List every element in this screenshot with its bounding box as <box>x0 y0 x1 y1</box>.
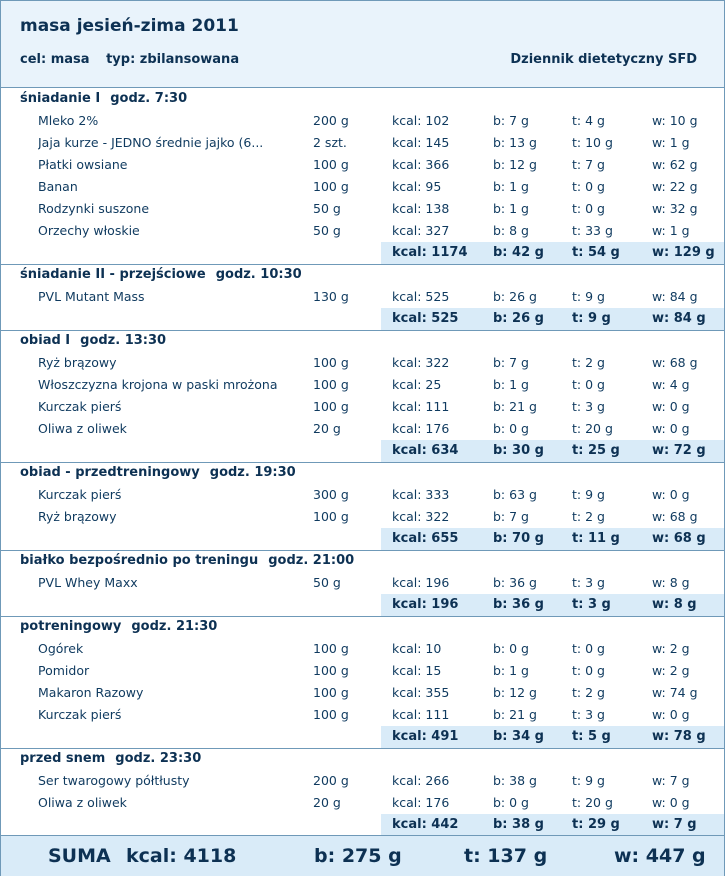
subtotal-protein: b: 70 g <box>493 531 544 546</box>
food-protein: b: 21 g <box>493 707 537 722</box>
meal-section <box>1 330 724 463</box>
food-row <box>1 770 724 792</box>
food-kcal: kcal: 15 <box>392 663 442 678</box>
food-kcal: kcal: 102 <box>392 113 450 128</box>
subtotal-kcal: kcal: 491 <box>392 729 459 744</box>
food-protein: b: 0 g <box>493 795 529 810</box>
food-quantity: 50 g <box>313 201 341 216</box>
journal-name: Dziennik dietetyczny SFD <box>510 52 697 67</box>
food-kcal: kcal: 138 <box>392 201 450 216</box>
summary-fat: t: 137 g <box>464 845 548 867</box>
food-name: Oliwa z oliwek <box>38 421 127 436</box>
food-fat: t: 9 g <box>572 487 605 502</box>
meal-name: śniadanie II - przejściowe <box>20 267 206 282</box>
food-kcal: kcal: 327 <box>392 223 450 238</box>
food-quantity: 130 g <box>313 289 349 304</box>
food-fat: t: 0 g <box>572 377 605 392</box>
food-carbs: w: 1 g <box>652 223 690 238</box>
food-name: Mleko 2% <box>38 113 99 128</box>
food-fat: t: 20 g <box>572 795 613 810</box>
food-kcal: kcal: 176 <box>392 795 450 810</box>
food-row <box>1 154 724 176</box>
food-kcal: kcal: 333 <box>392 487 450 502</box>
subtotal-carbs: w: 78 g <box>652 729 706 744</box>
meal-header <box>1 616 724 638</box>
plan-info <box>20 52 239 67</box>
food-quantity: 100 g <box>313 641 349 656</box>
meal-section <box>1 550 724 617</box>
food-row <box>1 286 724 308</box>
food-kcal: kcal: 111 <box>392 707 450 722</box>
food-fat: t: 9 g <box>572 773 605 788</box>
food-fat: t: 9 g <box>572 289 605 304</box>
food-fat: t: 2 g <box>572 355 605 370</box>
food-protein: b: 13 g <box>493 135 537 150</box>
food-carbs: w: 68 g <box>652 509 698 524</box>
subtotal-fat: t: 25 g <box>572 443 620 458</box>
meal-header <box>1 330 724 352</box>
subtotal-fat: t: 5 g <box>572 729 611 744</box>
daily-summary <box>1 835 724 876</box>
food-row <box>1 352 724 374</box>
food-kcal: kcal: 322 <box>392 355 450 370</box>
food-protein: b: 1 g <box>493 179 529 194</box>
subtotal-fat: t: 9 g <box>572 311 611 326</box>
meal-time: godz. 19:30 <box>209 465 296 480</box>
subtotal-carbs: w: 8 g <box>652 597 697 612</box>
subtotal-protein: b: 42 g <box>493 245 544 260</box>
subtotal-fat: t: 29 g <box>572 817 620 832</box>
meal-subtotal <box>381 594 724 616</box>
food-carbs: w: 0 g <box>652 707 690 722</box>
food-quantity: 200 g <box>313 773 349 788</box>
food-name: Makaron Razowy <box>38 685 144 700</box>
food-name: Ryż brązowy <box>38 355 117 370</box>
meal-name: potreningowy <box>20 619 122 634</box>
food-name: Orzechy włoskie <box>38 223 140 238</box>
food-quantity: 100 g <box>313 355 349 370</box>
meal-section <box>1 462 724 551</box>
food-carbs: w: 10 g <box>652 113 698 128</box>
goal-label: cel: masa <box>20 52 90 67</box>
food-row <box>1 792 724 814</box>
food-quantity: 200 g <box>313 113 349 128</box>
food-row <box>1 220 724 242</box>
subtotal-protein: b: 36 g <box>493 597 544 612</box>
food-name: Oliwa z oliwek <box>38 795 127 810</box>
food-fat: t: 0 g <box>572 179 605 194</box>
subtotal-kcal: kcal: 634 <box>392 443 459 458</box>
meal-header <box>1 550 724 572</box>
meal-time: godz. 21:00 <box>268 553 355 568</box>
food-protein: b: 8 g <box>493 223 529 238</box>
subtotal-kcal: kcal: 525 <box>392 311 459 326</box>
food-protein: b: 36 g <box>493 575 537 590</box>
summary-carbs: w: 447 g <box>614 845 706 867</box>
food-row <box>1 132 724 154</box>
meal-time: godz. 13:30 <box>80 333 167 348</box>
food-name: Banan <box>38 179 78 194</box>
food-protein: b: 0 g <box>493 421 529 436</box>
food-kcal: kcal: 25 <box>392 377 442 392</box>
food-name: Kurczak pierś <box>38 707 122 722</box>
food-protein: b: 7 g <box>493 113 529 128</box>
food-protein: b: 1 g <box>493 201 529 216</box>
subtotal-carbs: w: 68 g <box>652 531 706 546</box>
food-fat: t: 2 g <box>572 685 605 700</box>
food-kcal: kcal: 111 <box>392 399 450 414</box>
subtotal-carbs: w: 84 g <box>652 311 706 326</box>
food-quantity: 300 g <box>313 487 349 502</box>
food-quantity: 100 g <box>313 509 349 524</box>
meal-subtotal <box>381 528 724 550</box>
journal-header <box>1 1 724 88</box>
subtotal-carbs: w: 129 g <box>652 245 715 260</box>
food-row <box>1 484 724 506</box>
food-carbs: w: 32 g <box>652 201 698 216</box>
food-quantity: 20 g <box>313 795 341 810</box>
food-carbs: w: 0 g <box>652 399 690 414</box>
food-quantity: 50 g <box>313 575 341 590</box>
food-row <box>1 110 724 132</box>
food-name: PVL Mutant Mass <box>38 289 145 304</box>
subtotal-fat: t: 11 g <box>572 531 620 546</box>
meal-time: godz. 7:30 <box>110 91 188 106</box>
summary-label: SUMA <box>48 845 111 867</box>
food-kcal: kcal: 176 <box>392 421 450 436</box>
food-carbs: w: 0 g <box>652 795 690 810</box>
meal-subtotal <box>381 440 724 462</box>
meal-section <box>1 616 724 749</box>
food-fat: t: 20 g <box>572 421 613 436</box>
food-fat: t: 3 g <box>572 399 605 414</box>
food-kcal: kcal: 266 <box>392 773 450 788</box>
food-protein: b: 12 g <box>493 157 537 172</box>
food-kcal: kcal: 145 <box>392 135 450 150</box>
food-protein: b: 38 g <box>493 773 537 788</box>
food-name: Jaja kurze - JEDNO średnie jajko (6... <box>38 135 264 150</box>
food-fat: t: 3 g <box>572 575 605 590</box>
food-fat: t: 0 g <box>572 201 605 216</box>
food-carbs: w: 8 g <box>652 575 690 590</box>
meal-name: obiad - przedtreningowy <box>20 465 200 480</box>
food-kcal: kcal: 196 <box>392 575 450 590</box>
page-title: masa jesień-zima 2011 <box>20 16 239 36</box>
food-carbs: w: 0 g <box>652 421 690 436</box>
food-quantity: 100 g <box>313 377 349 392</box>
food-protein: b: 7 g <box>493 355 529 370</box>
food-protein: b: 26 g <box>493 289 537 304</box>
meal-section <box>1 88 724 265</box>
food-fat: t: 2 g <box>572 509 605 524</box>
food-carbs: w: 74 g <box>652 685 698 700</box>
subtotal-kcal: kcal: 196 <box>392 597 459 612</box>
food-row <box>1 418 724 440</box>
food-name: Kurczak pierś <box>38 487 122 502</box>
food-protein: b: 21 g <box>493 399 537 414</box>
food-protein: b: 63 g <box>493 487 537 502</box>
subtotal-protein: b: 34 g <box>493 729 544 744</box>
subtotal-carbs: w: 72 g <box>652 443 706 458</box>
food-kcal: kcal: 322 <box>392 509 450 524</box>
food-quantity: 20 g <box>313 421 341 436</box>
food-row <box>1 176 724 198</box>
meal-name: przed snem <box>20 751 106 766</box>
food-name: Ser twarogowy półtłusty <box>38 773 190 788</box>
food-carbs: w: 84 g <box>652 289 698 304</box>
food-quantity: 50 g <box>313 223 341 238</box>
food-row <box>1 682 724 704</box>
food-name: Ogórek <box>38 641 84 656</box>
subtotal-kcal: kcal: 1174 <box>392 245 468 260</box>
meal-time: godz. 21:30 <box>131 619 218 634</box>
food-name: Kurczak pierś <box>38 399 122 414</box>
food-kcal: kcal: 525 <box>392 289 450 304</box>
subtotal-protein: b: 26 g <box>493 311 544 326</box>
food-protein: b: 0 g <box>493 641 529 656</box>
food-quantity: 100 g <box>313 179 349 194</box>
food-fat: t: 4 g <box>572 113 605 128</box>
food-carbs: w: 7 g <box>652 773 690 788</box>
meal-subtotal <box>381 242 724 264</box>
subtotal-kcal: kcal: 655 <box>392 531 459 546</box>
food-quantity: 100 g <box>313 663 349 678</box>
food-protein: b: 12 g <box>493 685 537 700</box>
subtotal-protein: b: 30 g <box>493 443 544 458</box>
meal-name: obiad I <box>20 333 71 348</box>
subtotal-fat: t: 3 g <box>572 597 611 612</box>
food-row <box>1 704 724 726</box>
food-fat: t: 10 g <box>572 135 613 150</box>
meal-header <box>1 462 724 484</box>
subtotal-carbs: w: 7 g <box>652 817 697 832</box>
food-protein: b: 1 g <box>493 663 529 678</box>
food-name: Włoszczyzna krojona w paski mrożona <box>38 377 278 392</box>
food-row <box>1 374 724 396</box>
food-carbs: w: 62 g <box>652 157 698 172</box>
food-fat: t: 0 g <box>572 663 605 678</box>
food-carbs: w: 2 g <box>652 641 690 656</box>
meal-time: godz. 23:30 <box>115 751 202 766</box>
food-kcal: kcal: 95 <box>392 179 442 194</box>
food-row <box>1 638 724 660</box>
food-quantity: 100 g <box>313 685 349 700</box>
food-protein: b: 1 g <box>493 377 529 392</box>
food-name: PVL Whey Maxx <box>38 575 138 590</box>
food-row <box>1 396 724 418</box>
summary-protein: b: 275 g <box>314 845 402 867</box>
food-fat: t: 7 g <box>572 157 605 172</box>
meal-section <box>1 748 724 837</box>
food-row <box>1 198 724 220</box>
meal-name: śniadanie I <box>20 91 101 106</box>
food-kcal: kcal: 355 <box>392 685 450 700</box>
food-fat: t: 3 g <box>572 707 605 722</box>
food-quantity: 2 szt. <box>313 135 347 150</box>
meal-subtotal <box>381 308 724 330</box>
meal-section <box>1 264 724 331</box>
subtotal-fat: t: 54 g <box>572 245 620 260</box>
food-carbs: w: 22 g <box>652 179 698 194</box>
food-carbs: w: 1 g <box>652 135 690 150</box>
meal-header <box>1 88 724 110</box>
food-name: Płatki owsiane <box>38 157 128 172</box>
meal-header <box>1 748 724 770</box>
food-quantity: 100 g <box>313 399 349 414</box>
food-carbs: w: 68 g <box>652 355 698 370</box>
meal-subtotal <box>381 726 724 748</box>
food-quantity: 100 g <box>313 707 349 722</box>
subtotal-kcal: kcal: 442 <box>392 817 459 832</box>
food-name: Ryż brązowy <box>38 509 117 524</box>
subtotal-protein: b: 38 g <box>493 817 544 832</box>
food-row <box>1 572 724 594</box>
food-fat: t: 0 g <box>572 641 605 656</box>
meal-time: godz. 10:30 <box>215 267 302 282</box>
food-row <box>1 660 724 682</box>
meal-subtotal <box>381 814 724 836</box>
food-carbs: w: 2 g <box>652 663 690 678</box>
food-kcal: kcal: 10 <box>392 641 442 656</box>
food-carbs: w: 0 g <box>652 487 690 502</box>
food-quantity: 100 g <box>313 157 349 172</box>
summary-kcal: kcal: 4118 <box>126 845 237 867</box>
food-row <box>1 506 724 528</box>
food-protein: b: 7 g <box>493 509 529 524</box>
food-name: Rodzynki suszone <box>38 201 150 216</box>
food-name: Pomidor <box>38 663 90 678</box>
type-label: typ: zbilansowana <box>106 52 240 67</box>
meal-header <box>1 264 724 286</box>
food-kcal: kcal: 366 <box>392 157 450 172</box>
food-carbs: w: 4 g <box>652 377 690 392</box>
food-fat: t: 33 g <box>572 223 613 238</box>
meal-name: białko bezpośrednio po treningu <box>20 553 259 568</box>
